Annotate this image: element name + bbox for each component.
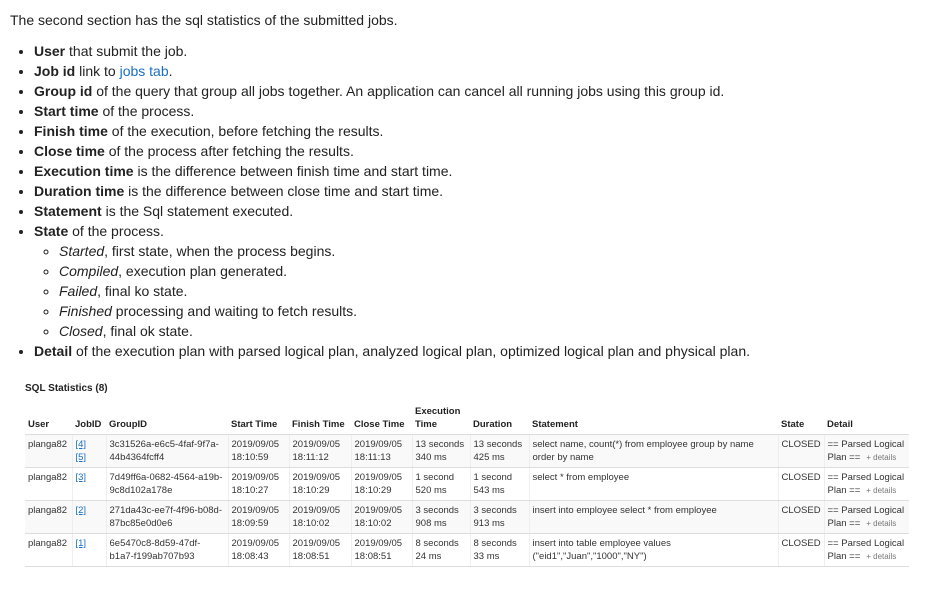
- job-link[interactable]: [5]: [75, 452, 87, 463]
- intro-paragraph: The second section has the sql statistics of the submitted jobs.: [10, 12, 398, 28]
- cell-duration: 13 seconds 425 ms: [470, 435, 529, 468]
- term-start: Start time: [34, 103, 99, 119]
- cell-exec: 13 seconds 340 ms: [412, 435, 470, 468]
- desc-finish: of the execution, before fetching the results.: [107, 123, 384, 139]
- bullet-exec: [34, 161, 922, 181]
- desc-jobid-end: .: [168, 63, 173, 79]
- detail-text: == Parsed Logical Plan ==: [827, 472, 905, 496]
- col-header-start[interactable]: Start Time: [228, 403, 289, 435]
- bullet-start: [34, 101, 922, 121]
- cell-groupid: 271da43c-ee7f-4f96-b08d-87bc85e0d0e6: [106, 501, 228, 534]
- desc-group: of the query that group all jobs together. An application can cancel all running jobs using this group id.: [92, 83, 725, 99]
- state-item: [59, 241, 922, 261]
- table-row: [25, 534, 909, 567]
- bullet-detail: [34, 341, 922, 361]
- term-user: User: [34, 43, 66, 59]
- col-header-finish[interactable]: Finish Time: [289, 403, 351, 435]
- state-term: Failed: [59, 283, 98, 299]
- desc-exec: is the difference between finish time and start time.: [133, 163, 453, 179]
- state-term: Compiled: [59, 263, 119, 279]
- term-statement: Statement: [34, 203, 102, 219]
- cell-start: 2019/09/05 18:09:59: [228, 501, 289, 534]
- bullet-duration: [34, 181, 922, 201]
- details-toggle[interactable]: + details: [866, 453, 897, 462]
- sql-statistics-table: [25, 403, 909, 567]
- cell-user: planga82: [25, 534, 72, 567]
- state-desc: , execution plan generated.: [118, 263, 288, 279]
- cell-close: 2019/09/05 18:08:51: [351, 534, 412, 567]
- detail-text: == Parsed Logical Plan ==: [827, 505, 905, 529]
- cell-start: 2019/09/05 18:10:59: [228, 435, 289, 468]
- job-link[interactable]: [2]: [75, 505, 87, 516]
- desc-duration: is the difference between close time and start time.: [124, 183, 444, 199]
- desc-start: of the process.: [98, 103, 195, 119]
- table-row: [25, 501, 909, 534]
- cell-close: 2019/09/05 18:10:02: [351, 501, 412, 534]
- col-header-statement[interactable]: Statement: [529, 403, 778, 435]
- state-item: [59, 281, 922, 301]
- details-toggle[interactable]: + details: [866, 552, 897, 561]
- cell-duration: 1 second 543 ms: [470, 468, 529, 501]
- cell-jobid: [72, 435, 106, 468]
- cell-jobid: [72, 534, 106, 567]
- state-term: Started: [59, 243, 105, 259]
- state-term: Closed: [59, 323, 103, 339]
- state-desc: processing and waiting to fetch results.: [111, 303, 358, 319]
- cell-detail: [824, 534, 909, 567]
- desc-detail: of the execution plan with parsed logical plan, analyzed logical plan, optimized logical plan and physical plan.: [72, 343, 750, 359]
- bullet-state: [34, 221, 922, 341]
- cell-statement: insert into employee select * from employee: [529, 501, 778, 534]
- cell-finish: 2019/09/05 18:11:12: [289, 435, 351, 468]
- term-detail: Detail: [34, 343, 73, 359]
- bullet-close: [34, 141, 922, 161]
- bullet-user: [34, 41, 922, 61]
- job-link[interactable]: [4]: [75, 439, 87, 450]
- state-item: [59, 261, 922, 281]
- cell-statement: insert into table employee values ("eid1","Juan","1000","NY"): [529, 534, 778, 567]
- term-exec: Execution time: [34, 163, 134, 179]
- cell-close: 2019/09/05 18:11:13: [351, 435, 412, 468]
- cell-start: 2019/09/05 18:10:27: [228, 468, 289, 501]
- bullet-group: [34, 81, 922, 101]
- table-row: [25, 435, 909, 468]
- term-duration: Duration time: [34, 183, 125, 199]
- state-list: [34, 241, 922, 341]
- desc-close: of the process after fetching the results.: [104, 143, 354, 159]
- term-state: State: [34, 223, 69, 239]
- col-header-state[interactable]: State: [778, 403, 824, 435]
- detail-text: == Parsed Logical Plan ==: [827, 439, 905, 463]
- job-link[interactable]: [1]: [75, 538, 87, 549]
- desc-statement: is the Sql statement executed.: [101, 203, 294, 219]
- cell-finish: 2019/09/05 18:10:29: [289, 468, 351, 501]
- document: [0, 11, 932, 361]
- cell-groupid: 3c31526a-e6c5-4faf-9f7a-44b4364fcff4: [106, 435, 228, 468]
- cell-statement: select name, count(*) from employee group by name order by name: [529, 435, 778, 468]
- cell-state: CLOSED: [778, 501, 824, 534]
- bullet-finish: [34, 121, 922, 141]
- cell-statement: select * from employee: [529, 468, 778, 501]
- sql-statistics-title: SQL Statistics (8): [25, 383, 108, 394]
- cell-exec: 1 second 520 ms: [412, 468, 470, 501]
- cell-start: 2019/09/05 18:08:43: [228, 534, 289, 567]
- desc-state: of the process.: [68, 223, 164, 239]
- term-close: Close time: [34, 143, 105, 159]
- jobs-tab-link[interactable]: jobs tab: [119, 63, 169, 79]
- term-jobid: Job id: [34, 63, 76, 79]
- cell-jobid: [72, 468, 106, 501]
- col-header-groupid[interactable]: GroupID: [106, 403, 228, 435]
- job-link[interactable]: [3]: [75, 472, 87, 483]
- cell-user: planga82: [25, 501, 72, 534]
- cell-duration: 3 seconds 913 ms: [470, 501, 529, 534]
- desc-user: that submit the job.: [65, 43, 188, 59]
- term-finish: Finish time: [34, 123, 108, 139]
- cell-groupid: 7d49ff6a-0682-4564-a19b-9c8d102a178e: [106, 468, 228, 501]
- bullet-statement: [34, 201, 922, 221]
- cell-finish: 2019/09/05 18:10:02: [289, 501, 351, 534]
- term-group: Group id: [34, 83, 93, 99]
- state-desc: , first state, when the process begins.: [104, 243, 336, 259]
- cell-groupid: 6e5470c8-8d59-47df-b1a7-f199ab707b93: [106, 534, 228, 567]
- state-item: [59, 321, 922, 341]
- cell-state: CLOSED: [778, 468, 824, 501]
- bullet-jobid: [34, 61, 922, 81]
- cell-jobid: [72, 501, 106, 534]
- cell-exec: 3 seconds 908 ms: [412, 501, 470, 534]
- detail-text: == Parsed Logical Plan ==: [827, 538, 905, 562]
- state-desc: , final ok state.: [102, 323, 193, 339]
- cell-state: CLOSED: [778, 534, 824, 567]
- details-toggle[interactable]: + details: [866, 519, 897, 528]
- cell-user: planga82: [25, 435, 72, 468]
- table-header-row: [25, 403, 909, 435]
- cell-finish: 2019/09/05 18:08:51: [289, 534, 351, 567]
- desc-jobid: link to: [75, 63, 120, 79]
- col-header-close[interactable]: Close Time: [351, 403, 412, 435]
- cell-state: CLOSED: [778, 435, 824, 468]
- col-header-jobid[interactable]: JobID: [72, 403, 106, 435]
- cell-detail: [824, 501, 909, 534]
- col-header-detail[interactable]: Detail: [824, 403, 909, 435]
- field-list: [10, 41, 922, 361]
- cell-exec: 8 seconds 24 ms: [412, 534, 470, 567]
- details-toggle[interactable]: + details: [866, 486, 897, 495]
- state-item: [59, 301, 922, 321]
- cell-close: 2019/09/05 18:10:29: [351, 468, 412, 501]
- col-header-exec[interactable]: Execution Time: [412, 403, 470, 435]
- state-term: Finished: [59, 303, 112, 319]
- state-desc: , final ko state.: [97, 283, 188, 299]
- table-row: [25, 468, 909, 501]
- col-header-user[interactable]: User: [25, 403, 72, 435]
- cell-duration: 8 seconds 33 ms: [470, 534, 529, 567]
- cell-detail: [824, 468, 909, 501]
- cell-user: planga82: [25, 468, 72, 501]
- col-header-duration[interactable]: Duration: [470, 403, 529, 435]
- cell-detail: [824, 435, 909, 468]
